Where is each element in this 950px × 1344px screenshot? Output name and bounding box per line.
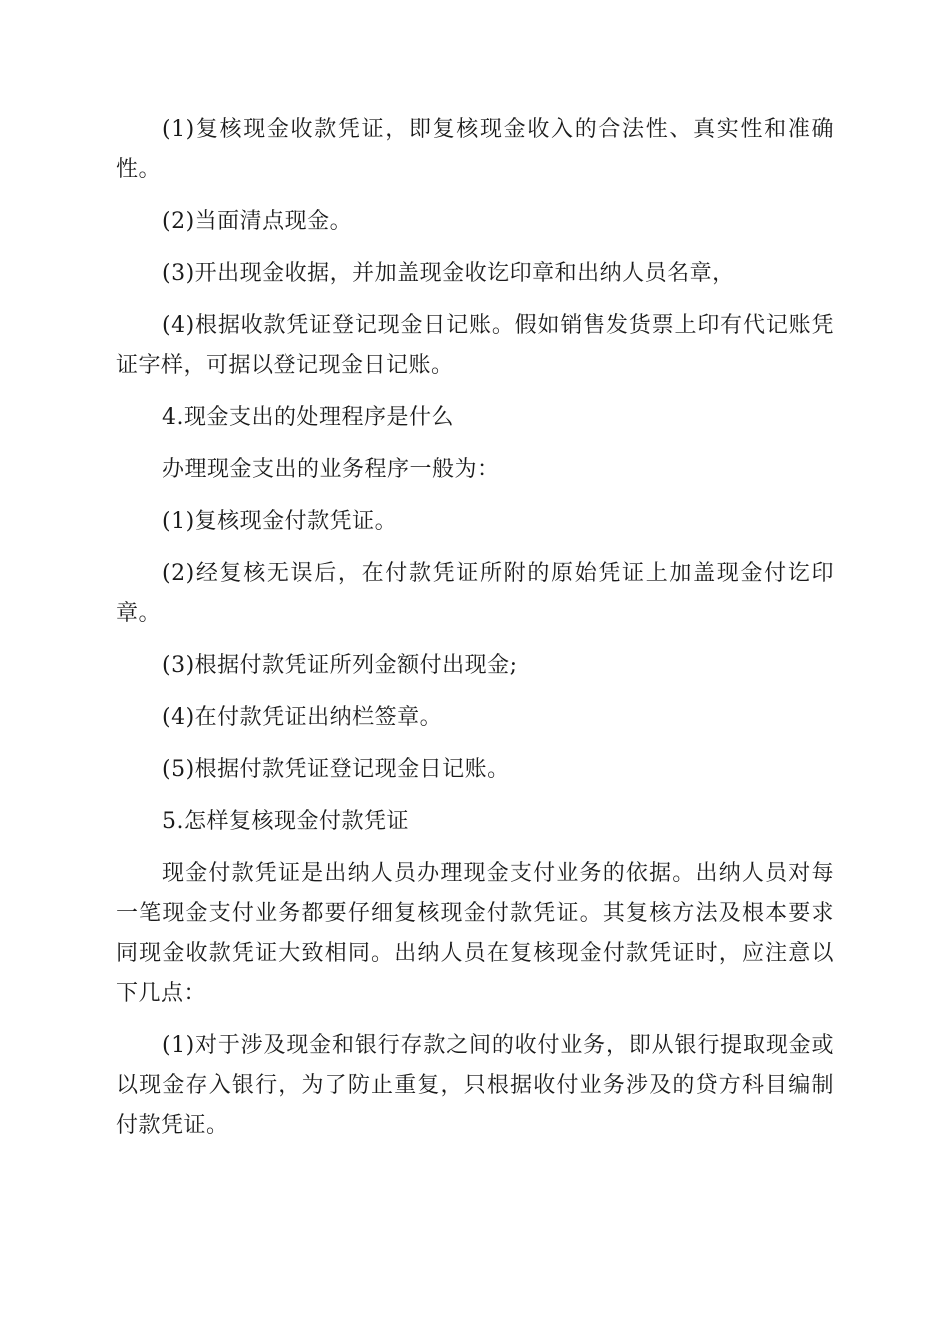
- paragraph-payment-voucher-basis: 现金付款凭证是出纳人员办理现金支付业务的依据。出纳人员对每一笔现金支付业务都要仔细复核现金付款凭证。其复核方法及根本要求同现金收款凭证大致相同。出纳人员在复核现金付款凭证时，应注意以下几点：: [116, 861, 834, 1006]
- paragraph-sign-voucher: (4)在付款凭证出纳栏签章。: [162, 705, 443, 730]
- paragraph-verify-receipt: (1)复核现金收款凭证，即复核现金收入的合法性、真实性和准确性。: [116, 117, 834, 182]
- paragraph-count-cash: (2)当面清点现金。: [162, 209, 353, 234]
- document-body: [116, 110, 834, 1158]
- paragraph-issue-receipt: (3)开出现金收据，并加盖现金收讫印章和出纳人员名章，: [162, 261, 735, 286]
- paragraph-bank-cash-transfer: (1)对于涉及现金和银行存款之间的收付业务，即从银行提取现金或以现金存入银行，为了防止重复，只根据收付业务涉及的贷方科目编制付款凭证。: [116, 1033, 834, 1138]
- paragraph-pay-cash: (3)根据付款凭证所列金额付出现金;: [162, 653, 518, 678]
- section-heading-verify-payment-voucher: 5.怎样复核现金付款凭证: [162, 809, 409, 834]
- section-heading-cash-expenditure: 4.现金支出的处理程序是什么: [162, 405, 454, 430]
- paragraph-record-journal: (4)根据收款凭证登记现金日记账。假如销售发货票上印有代记账凭证字样，可据以登记现金日记账。: [116, 313, 834, 378]
- paragraph-record-payment-journal: (5)根据付款凭证登记现金日记账。: [162, 757, 510, 782]
- paragraph-stamp-payment: (2)经复核无误后，在付款凭证所附的原始凭证上加盖现金付讫印章。: [116, 561, 834, 626]
- paragraph-expenditure-intro: 办理现金支出的业务程序一般为：: [162, 457, 500, 482]
- paragraph-verify-payment: (1)复核现金付款凭证。: [162, 509, 398, 534]
